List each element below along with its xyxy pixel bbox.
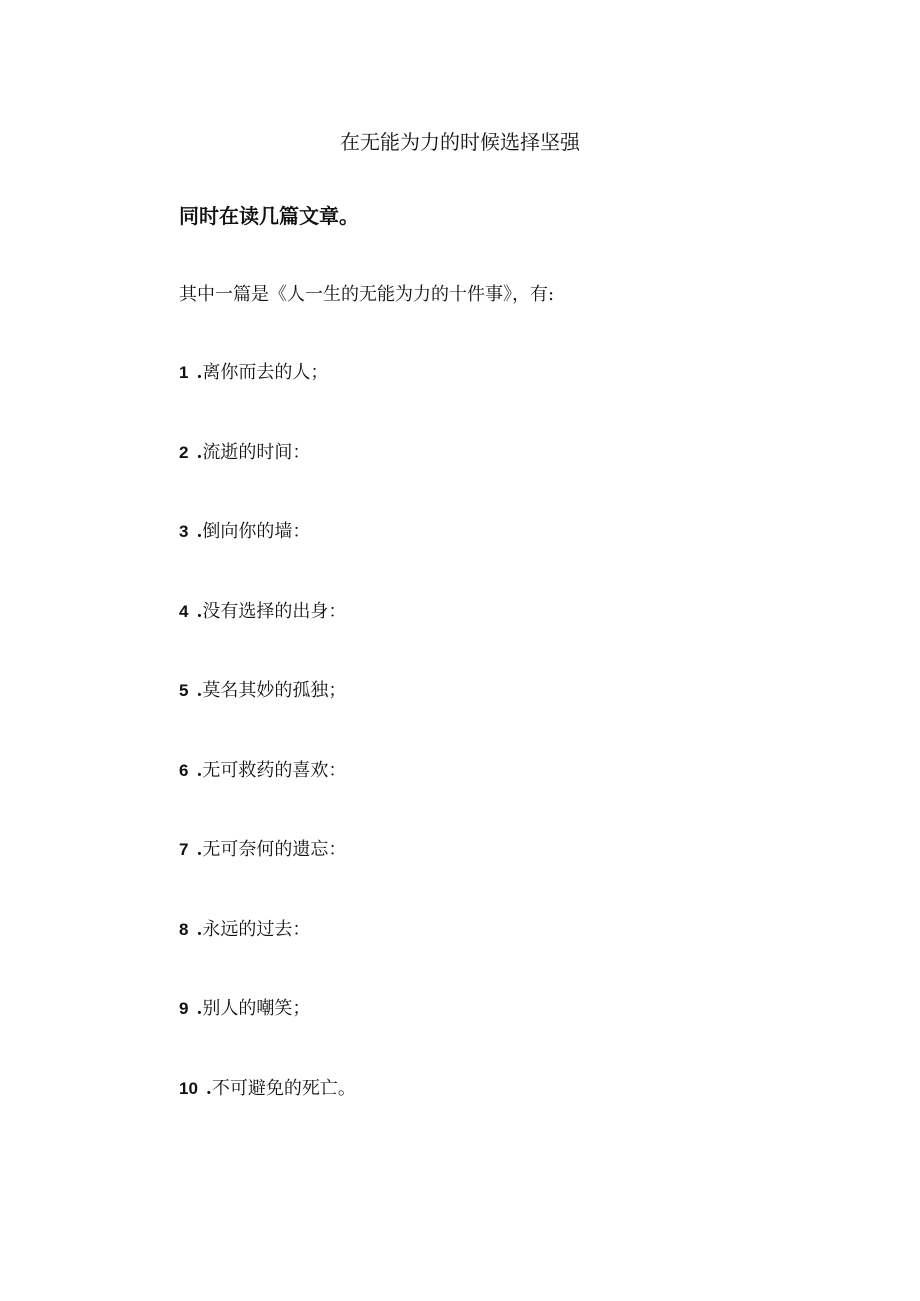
list-item-text: 无可救药的喜欢：	[202, 759, 347, 781]
list-item-number: 5	[179, 681, 189, 700]
list-item-text: 没有选择的出身：	[202, 600, 347, 622]
list-item-separator: .	[196, 363, 203, 383]
list-item	[179, 439, 356, 519]
list-item-separator: .	[196, 681, 203, 701]
list-item	[179, 677, 356, 757]
list-item-text: 别人的嘲笑；	[202, 998, 311, 1019]
list-item-separator: .	[196, 999, 203, 1019]
list-item-number: 7	[179, 840, 189, 859]
list-item-text: 离你而去的人；	[202, 362, 329, 383]
lead-paragraph: 同时在读几篇文章。	[179, 204, 359, 228]
list-item	[179, 359, 356, 439]
list-item-separator: .	[196, 760, 203, 781]
list-item-separator: .	[196, 840, 203, 860]
list-item-text: 倒向你的墙：	[202, 521, 311, 542]
list-item-number: 6	[179, 760, 189, 780]
list-item-text: 莫名其妙的孤独；	[202, 680, 347, 701]
document-title: 在无能为力的时候选择坚强	[340, 130, 580, 154]
list-item	[179, 836, 356, 916]
list-item-number: 8	[179, 919, 189, 939]
list-item	[179, 757, 356, 837]
numbered-list	[179, 359, 356, 1154]
list-item-number: 10	[179, 1078, 198, 1098]
intro-paragraph: 其中一篇是《人一生的无能为力的十件事》，有:	[179, 284, 555, 305]
list-item-separator: .	[196, 601, 203, 622]
list-item-number: 1	[179, 363, 189, 382]
list-item-separator: .	[196, 522, 203, 542]
list-item-number: 3	[179, 522, 189, 541]
list-item	[179, 1075, 356, 1155]
list-item	[179, 598, 356, 678]
list-item-number: 4	[179, 601, 189, 621]
list-item-number: 9	[179, 999, 189, 1018]
list-item-separator: .	[196, 442, 203, 463]
list-item	[179, 916, 356, 996]
list-item-text: 无可奈何的遗忘：	[202, 839, 347, 860]
list-item-text: 流逝的时间：	[202, 441, 311, 463]
list-item-separator: .	[205, 1078, 212, 1099]
list-item-separator: .	[196, 919, 203, 940]
list-item-text: 永远的过去：	[202, 918, 311, 940]
list-item-number: 2	[179, 442, 189, 462]
list-item-text: 不可避免的死亡。	[211, 1077, 356, 1099]
list-item	[179, 995, 356, 1075]
list-item	[179, 518, 356, 598]
